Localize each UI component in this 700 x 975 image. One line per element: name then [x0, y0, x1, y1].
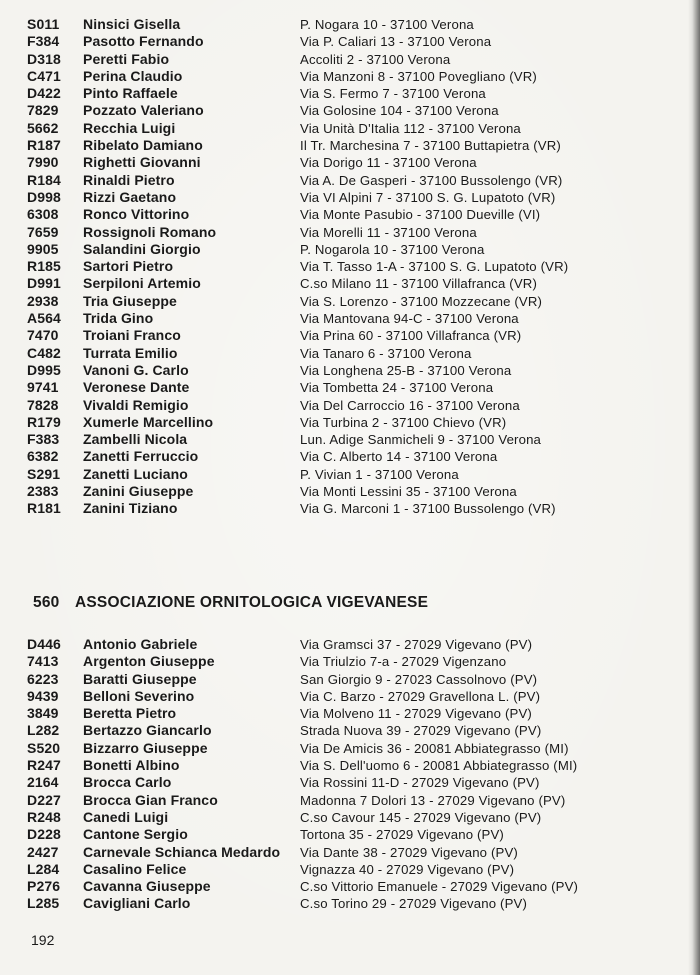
member-row — [27, 483, 677, 500]
member-code: D995 — [27, 361, 61, 378]
member-row — [27, 258, 677, 275]
member-row — [27, 120, 677, 137]
member-name: Rinaldi Pietro — [83, 171, 175, 188]
member-row — [27, 774, 677, 791]
member-list-bottom — [27, 636, 677, 913]
member-code: S520 — [27, 739, 61, 756]
member-code: 7470 — [27, 327, 59, 344]
member-address: Via Dorigo 11 - 37100 Verona — [300, 155, 477, 171]
section-title: ASSOCIAZIONE ORNITOLOGICA VIGEVANESE — [75, 594, 429, 611]
member-name: Pasotto Fernando — [83, 33, 204, 50]
member-row — [27, 826, 677, 843]
member-row — [27, 154, 677, 171]
member-code: 9905 — [27, 240, 59, 257]
member-address: Via Rossini 11-D - 27029 Vigevano (PV) — [300, 775, 540, 791]
member-code: R181 — [27, 500, 61, 517]
member-code: R185 — [27, 258, 61, 275]
section-heading — [33, 594, 653, 612]
member-name: Righetti Giovanni — [83, 154, 201, 171]
member-code: D998 — [27, 188, 61, 205]
member-code: C471 — [27, 67, 61, 84]
member-address: P. Vivian 1 - 37100 Verona — [300, 466, 459, 482]
member-row — [27, 722, 677, 739]
member-name: Bertazzo Giancarlo — [83, 722, 212, 739]
member-row — [27, 895, 677, 912]
member-address: C.so Cavour 145 - 27029 Vigevano (PV) — [300, 809, 542, 825]
member-row — [27, 688, 677, 705]
member-name: Bonetti Albino — [83, 757, 180, 774]
member-code: D228 — [27, 826, 61, 843]
member-name: Veronese Dante — [83, 379, 190, 396]
member-address: Via Triulzio 7-a - 27029 Vigenzano — [300, 654, 507, 670]
member-address: P. Nogarola 10 - 37100 Verona — [300, 241, 485, 257]
member-code: A564 — [27, 310, 61, 327]
member-address: Via S. Lorenzo - 37100 Mozzecane (VR) — [300, 293, 543, 309]
member-row — [27, 671, 677, 688]
member-address: Via A. De Gasperi - 37100 Bussolengo (VR) — [300, 172, 563, 188]
member-address: Via Tanaro 6 - 37100 Verona — [300, 345, 472, 361]
member-name: Zanini Tiziano — [83, 500, 178, 517]
member-row — [27, 362, 677, 379]
page-edge-shadow — [688, 0, 700, 975]
member-address: Via Morelli 11 - 37100 Verona — [300, 224, 477, 240]
member-name: Recchia Luigi — [83, 119, 176, 136]
member-address: Via T. Tasso 1-A - 37100 S. G. Lupatoto (VR) — [300, 259, 569, 275]
member-row — [27, 189, 677, 206]
member-address: Via Monti Lessini 35 - 37100 Verona — [300, 484, 517, 500]
member-address: Via G. Marconi 1 - 37100 Bussolengo (VR) — [300, 501, 556, 517]
member-row — [27, 33, 677, 50]
member-code: F383 — [27, 431, 60, 448]
member-address: Via Dante 38 - 27029 Vigevano (PV) — [300, 844, 518, 860]
member-address: Accoliti 2 - 37100 Verona — [300, 51, 451, 67]
member-address: San Giorgio 9 - 27023 Cassolnovo (PV) — [300, 671, 538, 687]
member-row — [27, 137, 677, 154]
member-address: Via Longhena 25-B - 37100 Verona — [300, 362, 512, 378]
member-code: L285 — [27, 895, 60, 912]
member-row — [27, 379, 677, 396]
member-code: S011 — [27, 16, 60, 32]
member-address: Via VI Alpini 7 - 37100 S. G. Lupatoto (VR) — [300, 189, 556, 205]
member-address: Via Mantovana 94-C - 37100 Verona — [300, 311, 519, 327]
member-name: Ronco Vittorino — [83, 206, 190, 223]
member-address: Strada Nuova 39 - 27029 Vigevano (PV) — [300, 723, 542, 739]
member-code: 7659 — [27, 223, 59, 240]
member-code: D446 — [27, 636, 61, 652]
member-address: Via S. Fermo 7 - 37100 Verona — [300, 86, 486, 102]
member-name: Zambelli Nicola — [83, 431, 188, 448]
member-code: R248 — [27, 808, 61, 825]
member-row — [27, 431, 677, 448]
member-name: Cantone Sergio — [83, 826, 188, 843]
member-row — [27, 500, 677, 517]
member-name: Ribelato Damiano — [83, 137, 203, 154]
member-row — [27, 861, 677, 878]
member-list-top — [27, 16, 677, 518]
member-address: Via Molveno 11 - 27029 Vigevano (PV) — [300, 706, 532, 722]
member-address: Via Monte Pasubio - 37100 Dueville (VI) — [300, 207, 541, 223]
section-number: 560 — [33, 594, 60, 611]
member-name: Baratti Giuseppe — [83, 670, 197, 687]
member-address: Via Turbina 2 - 37100 Chievo (VR) — [300, 414, 507, 430]
member-code: 6308 — [27, 206, 59, 223]
member-row — [27, 224, 677, 241]
member-name: Argenton Giuseppe — [83, 653, 215, 670]
member-row — [27, 757, 677, 774]
member-name: Perina Claudio — [83, 67, 183, 84]
member-code: 2383 — [27, 483, 59, 500]
member-name: Beretta Pietro — [83, 705, 177, 722]
member-name: Rizzi Gaetano — [83, 188, 177, 205]
member-code: D318 — [27, 50, 61, 67]
member-code: R247 — [27, 757, 61, 774]
member-code: R179 — [27, 413, 61, 430]
member-address: Via Golosine 104 - 37100 Verona — [300, 103, 499, 119]
member-row — [27, 85, 677, 102]
member-row — [27, 809, 677, 826]
member-name: Troiani Franco — [83, 327, 181, 344]
member-row — [27, 275, 677, 292]
member-name: Peretti Fabio — [83, 50, 170, 67]
member-address: C.so Torino 29 - 27029 Vigevano (PV) — [300, 896, 528, 912]
member-address: Via De Amicis 36 - 20081 Abbiategrasso (MI) — [300, 740, 569, 756]
member-code: 9741 — [27, 379, 59, 396]
member-code: 2164 — [27, 774, 59, 791]
member-row — [27, 241, 677, 258]
member-address: Via C. Alberto 14 - 37100 Verona — [300, 449, 498, 465]
member-name: Canedi Luigi — [83, 808, 169, 825]
member-row — [27, 102, 677, 119]
member-row — [27, 414, 677, 431]
member-code: 7829 — [27, 102, 59, 119]
member-name: Salandini Giorgio — [83, 240, 201, 257]
member-name: Cavigliani Carlo — [83, 895, 191, 912]
member-address: Via Del Carroccio 16 - 37100 Verona — [300, 397, 520, 413]
member-address: P. Nogara 10 - 37100 Verona — [300, 17, 474, 32]
member-name: Trida Gino — [83, 310, 154, 327]
member-name: Sartori Pietro — [83, 258, 174, 275]
member-address: Via P. Caliari 13 - 37100 Verona — [300, 34, 492, 50]
member-name: Antonio Gabriele — [83, 636, 198, 652]
member-name: Ninsici Gisella — [83, 16, 181, 32]
member-code: 5662 — [27, 119, 59, 136]
member-name: Casalino Felice — [83, 860, 187, 877]
member-code: 6382 — [27, 448, 59, 465]
member-name: Vanoni G. Carlo — [83, 361, 189, 378]
member-address: C.so Milano 11 - 37100 Villafranca (VR) — [300, 276, 537, 292]
member-address: Madonna 7 Dolori 13 - 27029 Vigevano (PV) — [300, 792, 566, 808]
member-name: Vivaldi Remigio — [83, 396, 189, 413]
member-code: F384 — [27, 33, 60, 50]
member-address: Vignazza 40 - 27029 Vigevano (PV) — [300, 861, 515, 877]
member-name: Pinto Raffaele — [83, 85, 178, 102]
member-row — [27, 740, 677, 757]
member-code: L282 — [27, 722, 60, 739]
member-name: Xumerle Marcellino — [83, 413, 214, 430]
member-row — [27, 68, 677, 85]
member-row — [27, 310, 677, 327]
member-name: Tria Giuseppe — [83, 292, 177, 309]
member-name: Zanetti Ferruccio — [83, 448, 199, 465]
member-name: Carnevale Schianca Medardo — [83, 843, 281, 860]
member-code: 7413 — [27, 653, 59, 670]
member-address: Via Gramsci 37 - 27029 Vigevano (PV) — [300, 637, 533, 652]
member-code: 6223 — [27, 670, 59, 687]
page-number: 192 — [31, 932, 55, 948]
member-row — [27, 636, 677, 653]
member-name: Rossignoli Romano — [83, 223, 217, 240]
member-row — [27, 345, 677, 362]
member-address: Tortona 35 - 27029 Vigevano (PV) — [300, 827, 504, 843]
member-name: Zanetti Luciano — [83, 465, 188, 482]
member-address: Via Manzoni 8 - 37100 Povegliano (VR) — [300, 68, 537, 84]
member-row — [27, 792, 677, 809]
member-row — [27, 206, 677, 223]
member-code: D991 — [27, 275, 61, 292]
member-code: 9439 — [27, 687, 59, 704]
member-name: Cavanna Giuseppe — [83, 878, 211, 895]
member-address: Via Unità D'Italia 112 - 37100 Verona — [300, 120, 521, 136]
member-row — [27, 466, 677, 483]
member-address: Via C. Barzo - 27029 Gravellona L. (PV) — [300, 688, 541, 704]
member-address: Lun. Adige Sanmicheli 9 - 37100 Verona — [300, 432, 542, 448]
member-name: Brocca Gian Franco — [83, 791, 218, 808]
member-row — [27, 16, 677, 33]
member-code: 2427 — [27, 843, 59, 860]
member-code: 7990 — [27, 154, 59, 171]
member-code: C482 — [27, 344, 61, 361]
member-code: 3849 — [27, 705, 59, 722]
member-code: D422 — [27, 85, 61, 102]
member-row — [27, 878, 677, 895]
member-row — [27, 448, 677, 465]
member-code: S291 — [27, 465, 61, 482]
member-name: Zanini Giuseppe — [83, 483, 194, 500]
member-name: Bizzarro Giuseppe — [83, 739, 208, 756]
member-row — [27, 293, 677, 310]
member-code: L284 — [27, 860, 60, 877]
member-name: Pozzato Valeriano — [83, 102, 204, 119]
member-name: Brocca Carlo — [83, 774, 172, 791]
member-row — [27, 653, 677, 670]
member-row — [27, 327, 677, 344]
member-row — [27, 172, 677, 189]
member-row — [27, 397, 677, 414]
member-code: 7828 — [27, 396, 59, 413]
member-code: D227 — [27, 791, 61, 808]
member-code: R184 — [27, 171, 61, 188]
member-code: R187 — [27, 137, 61, 154]
member-name: Serpiloni Artemio — [83, 275, 201, 292]
member-address: Il Tr. Marchesina 7 - 37100 Buttapietra (VR) — [300, 138, 561, 154]
member-address: Via Tombetta 24 - 37100 Verona — [300, 380, 494, 396]
member-address: C.so Vittorio Emanuele - 27029 Vigevano (PV) — [300, 879, 579, 895]
member-code: P276 — [27, 878, 61, 895]
member-code: 2938 — [27, 292, 59, 309]
member-name: Belloni Severino — [83, 687, 195, 704]
member-row — [27, 51, 677, 68]
member-name: Turrata Emilio — [83, 344, 178, 361]
member-address: Via Prina 60 - 37100 Villafranca (VR) — [300, 328, 522, 344]
member-row — [27, 705, 677, 722]
member-address: Via S. Dell'uomo 6 - 20081 Abbiategrasso (MI) — [300, 758, 578, 774]
member-row — [27, 844, 677, 861]
